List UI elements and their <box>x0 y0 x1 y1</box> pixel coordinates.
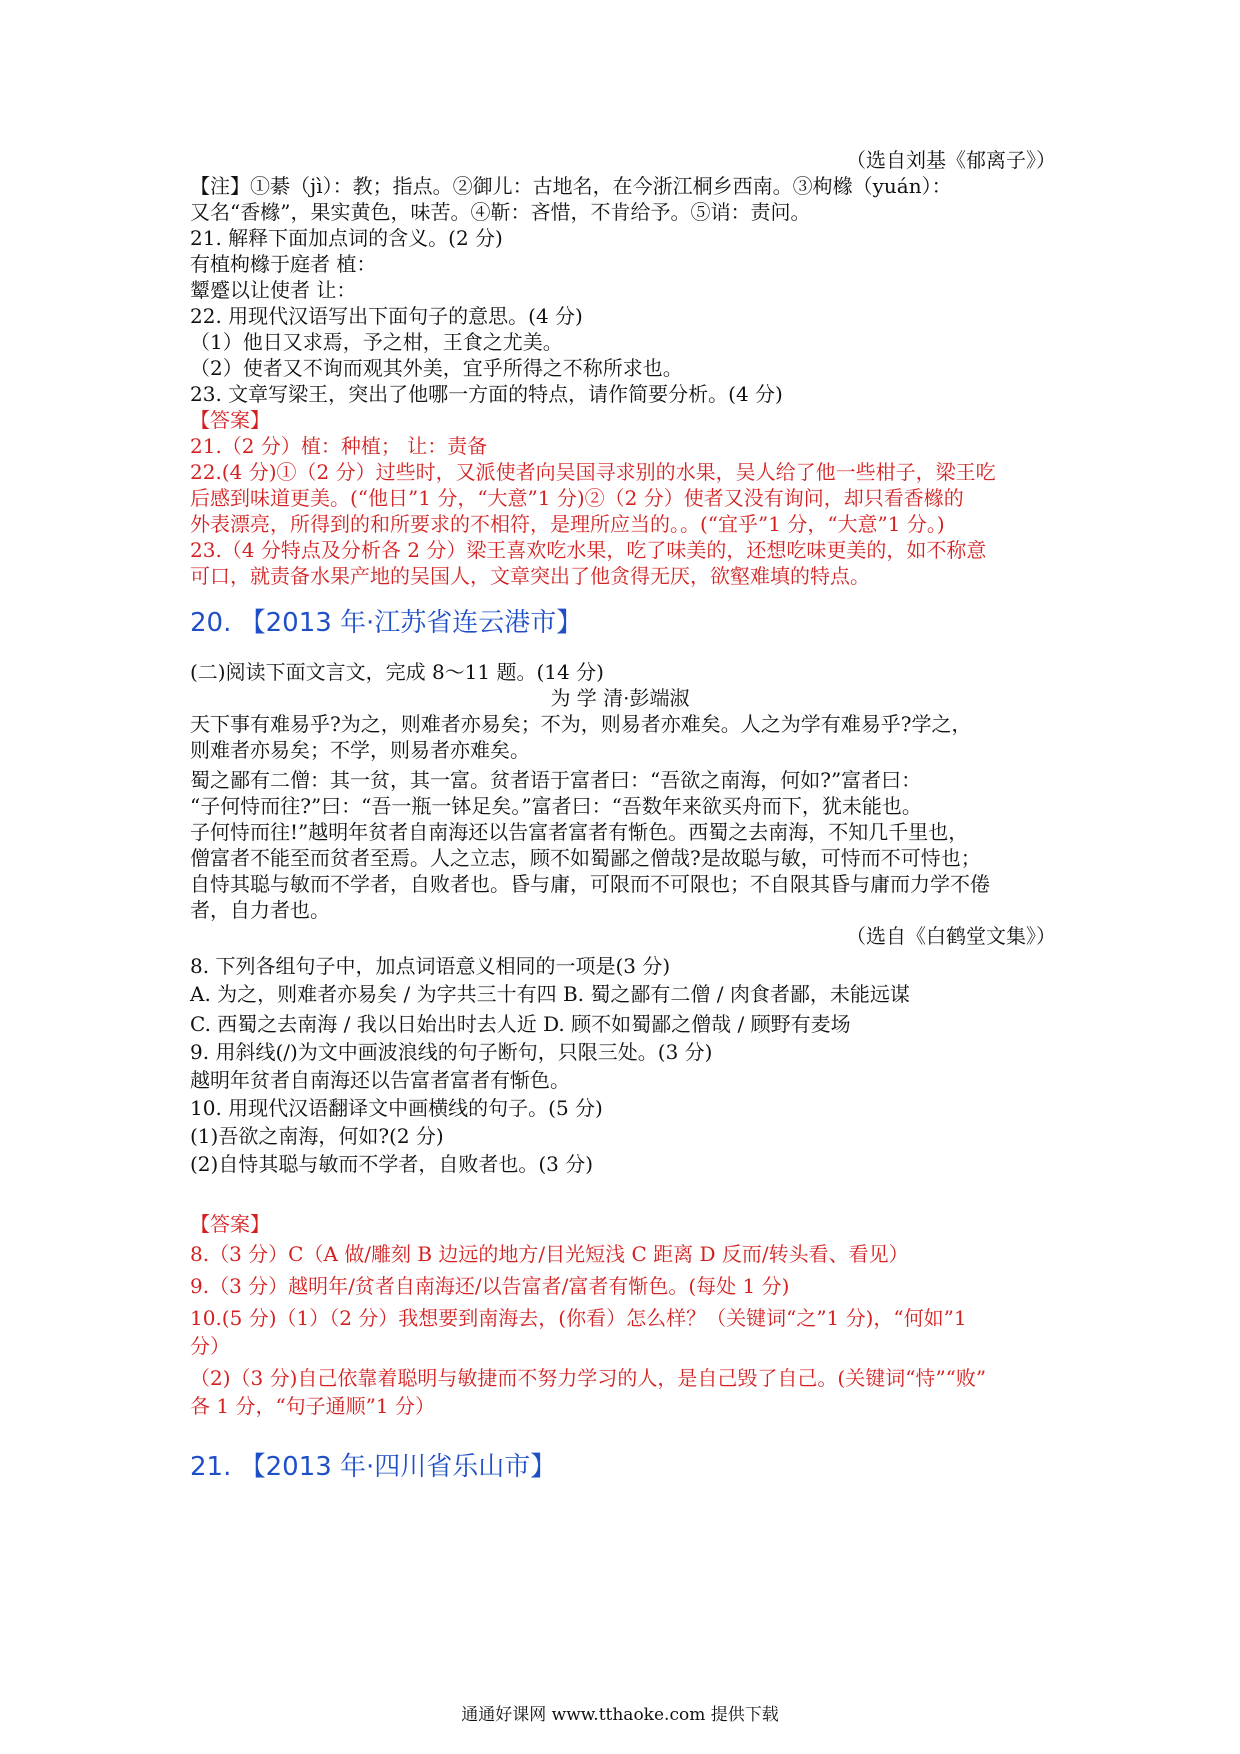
source-baihe: （选自《白鹤堂文集》） <box>846 924 1056 948</box>
question-line: （1）他日又求焉，予之柑，王食之尤美。 <box>190 330 563 354</box>
question-line: 8. 下列各组句子中，加点词语意义相同的一项是(3 分) <box>190 954 671 978</box>
question-line: 9. 用斜线(/)为文中画波浪线的句子断句，只限三处。(3 分) <box>190 1040 713 1064</box>
answer-line: 外表漂亮，所得到的和所要求的不相符，是理所应当的。。(“宜乎”1 分，“大意”1 分。) <box>190 512 945 536</box>
reading-intro: (二)阅读下面文言文，完成 8～11 题。(14 分) <box>190 660 604 684</box>
question-line: 越明年贫者自南海还以告富者富者有惭色。 <box>190 1068 570 1092</box>
passage-title: 为 学 清·彭端淑 <box>550 686 690 710</box>
answer-line: 23.（4 分特点及分析各 2 分）梁王喜欢吃水果，吃了味美的，还想吃味更美的，如不称意 <box>190 538 987 562</box>
page-footer: 通通好课网 www.tthaoke.com 提供下载 <box>461 1705 779 1725</box>
passage-line: 者，自力者也。 <box>190 898 330 922</box>
answer-line: 分） <box>190 1334 230 1358</box>
question-line: 10. 用现代汉语翻译文中画横线的句子。(5 分) <box>190 1096 603 1120</box>
answer-line: 22.(4 分)①（2 分）过些时，又派使者向吴国寻求别的水果，吴人给了他一些柑子，梁王吃 <box>190 460 996 484</box>
question-line: 有植枸橼于庭者 植： <box>190 252 377 276</box>
passage-line: 子何恃而往!”越明年贫者自南海还以告富者富者有惭色。西蜀之去南海，不知几千里也， <box>190 820 969 844</box>
answer-line: 21.（2 分）植：种植； 让：责备 <box>190 434 488 458</box>
note-line: 又名“香橼”，果实黄色，味苦。④靳：吝惜，不肯给予。⑤诮：责问。 <box>190 200 811 224</box>
passage-line: 自恃其聪与敏而不学者，自败者也。昏与庸，可限而不可限也；不自限其昏与庸而力学不倦 <box>190 872 990 896</box>
question-line: 22. 用现代汉语写出下面句子的意思。(4 分) <box>190 304 583 328</box>
question-line: （2）使者又不询而观其外美，宜乎所得之不称所求也。 <box>190 356 683 380</box>
answer-line: 8.（3 分）C（A 做/雕刻 B 边远的地方/目光短浅 C 距离 D 反而/转头看、看见） <box>190 1242 909 1266</box>
passage-line: 则难者亦易矣；不学，则易者亦难矣。 <box>190 738 530 762</box>
answer-line: 后感到味道更美。(“他日”1 分，“大意”1 分)②（2 分）使者又没有询问，却只看香橼的 <box>190 486 964 510</box>
passage-line: 天下事有难易乎?为之，则难者亦易矣；不为，则易者亦难矣。人之为学有难易乎?学之， <box>190 712 972 736</box>
question-line: (1)吾欲之南海，何如?(2 分) <box>190 1124 444 1148</box>
section-heading-21: 21. 【2013 年·四川省乐山市】 <box>190 1452 557 1482</box>
answer-label: 【答案】 <box>190 408 270 432</box>
answer-line: 各 1 分，“句子通顺”1 分） <box>190 1394 435 1418</box>
answer-line: 可口，就责备水果产地的吴国人，文章突出了他贪得无厌，欲壑难填的特点。 <box>190 564 870 588</box>
question-line: 23. 文章写梁王，突出了他哪一方面的特点，请作简要分析。(4 分) <box>190 382 783 406</box>
passage-line: 僧富者不能至而贫者至焉。人之立志，顾不如蜀鄙之僧哉?是故聪与敏，可恃而不可恃也； <box>190 846 981 870</box>
answer-line: （2)（3 分)自己依靠着聪明与敏捷而不努力学习的人，是自己毁了自己。(关键词“恃”“败” <box>190 1366 987 1390</box>
question-line: (2)自恃其聪与敏而不学者，自败者也。(3 分) <box>190 1152 594 1176</box>
passage-line: 蜀之鄙有二僧：其一贫，其一富。贫者语于富者曰：“吾欲之南海，何如?”富者曰： <box>190 768 922 792</box>
note-line: 【注】①綦（jì）：教；指点。②御儿：古地名，在今浙江桐乡西南。③枸橼（yuán）： <box>190 174 952 198</box>
section-heading-20: 20. 【2013 年·江苏省连云港市】 <box>190 608 583 638</box>
question-line: 颦蹙以让使者 让： <box>190 278 357 302</box>
answer-line: 10.(5 分)（1）（2 分）我想要到南海去，(你看）怎么样？（关键词“之”1 分)，“何如”1 <box>190 1306 967 1330</box>
question-line: A. 为之，则难者亦易矣 / 为字共三十有四 B. 蜀之鄙有二僧 / 肉食者鄙，未能远谋 <box>190 982 910 1006</box>
question-line: C. 西蜀之去南海 / 我以日始出时去人近 D. 顾不如蜀鄙之僧哉 / 顾野有麦场 <box>190 1012 851 1036</box>
passage-line: “子何恃而往?”曰：“吾一瓶一钵足矣。”富者曰：“吾数年来欲买舟而下，犹未能也。 <box>190 794 922 818</box>
answer-label: 【答案】 <box>190 1212 270 1236</box>
question-line: 21. 解释下面加点词的含义。(2 分) <box>190 226 503 250</box>
source-liuji: （选自刘基《郁离子》） <box>846 148 1056 172</box>
answer-line: 9.（3 分）越明年/贫者自南海还/以告富者/富者有惭色。(每处 1 分) <box>190 1274 790 1298</box>
